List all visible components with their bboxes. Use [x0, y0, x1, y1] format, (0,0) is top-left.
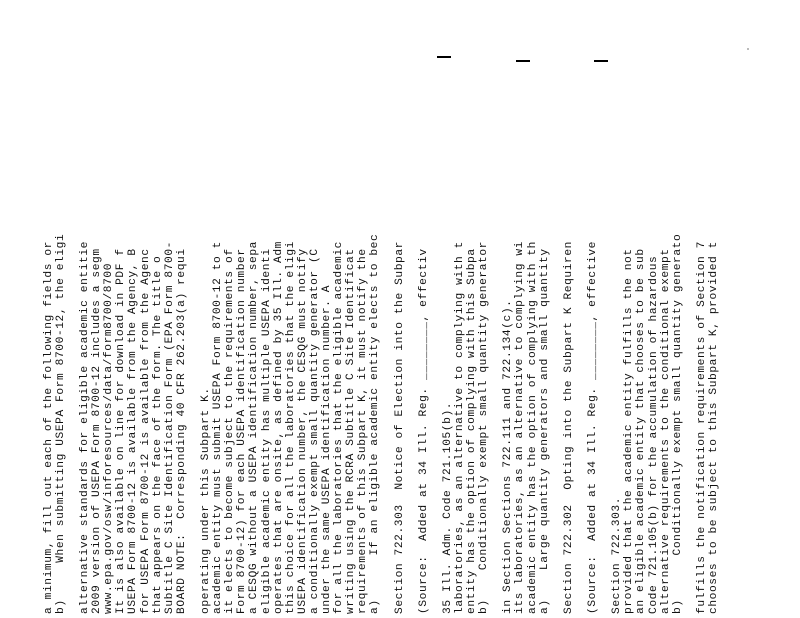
document-line: provided that the academic entity fulfills the not [623, 248, 636, 614]
blank-line [67, 14, 79, 614]
scan-speck [747, 48, 749, 50]
document-line: an eligible academic entity that chooses to be sub [635, 248, 648, 614]
page-mark-dash [516, 60, 530, 62]
document-line: Code 721.105(b) for the accumulation of hazardous [647, 255, 660, 614]
document-line: under the same USEPA identification number. A [320, 284, 333, 614]
document-line: that appears on the face of the form. The title o [151, 255, 164, 614]
document-line: Section 722.303. [611, 496, 624, 614]
document-line: academic entity has the option of complying with th [526, 241, 539, 614]
document-line: USEPA identification number, the CESQG must notify [296, 248, 309, 614]
page-mark-dash [437, 56, 451, 58]
document-line: Section 722.302 Opting into the Subpart K Requiren [562, 241, 575, 614]
document-line: in Section Sections 722.111 and 722.134(c). [502, 299, 515, 614]
blank-line [599, 14, 611, 614]
document-line: eligible academic entity has multiple USEPA identi [260, 248, 273, 614]
document-line: requirements of this Subpart K, it must notify the [357, 248, 370, 614]
document-line: a minimum, fill out each of the following fields or [42, 241, 55, 614]
document-line: b) Conditionally exempt small quantity generator [478, 241, 491, 614]
document-line: fulfills the notification requirements of Section 7 [695, 241, 708, 614]
document-line: this choice for all the laboratories that the eligi [284, 241, 297, 614]
blank-line [430, 14, 442, 614]
document-line: USEPA Form 8700-12 is available from the Agency, B [127, 248, 140, 614]
document-line: a) If an eligible academic entity elects to bec [369, 233, 382, 614]
page-mark-dash [594, 60, 608, 62]
document-line: Subtitle C Site Identification Form (EPA Form 8700- [163, 241, 176, 614]
blank-line [551, 14, 563, 614]
blank-line [381, 14, 393, 614]
document-line: It is also available on line for download in PDF f [115, 248, 128, 614]
document-line: www.epa.gov/osw/inforesources/data/form8700/8700 [103, 262, 116, 614]
document-line: (Source: Added at 34 Ill. Reg. ________, effectiv [417, 248, 430, 614]
blank-line [188, 14, 200, 614]
document-line: b) Conditionally exempt small quantity generato [671, 233, 684, 614]
document-line: alternative standards for eligible academic entitie [79, 241, 92, 614]
document-line: its laboratories, as an alternative to complying wi [514, 241, 527, 614]
document-line: for USEPA Form 8700-12 is available from the Agenc [139, 248, 152, 614]
document-line: Form 8700-12) for each USEPA identification number [236, 248, 249, 614]
blank-line [490, 14, 502, 614]
document-line: writing using the RCRA Subtitle C Site Identificat [345, 248, 358, 614]
document-line: b) When submitting USEPA Form 8700-12, the eligi [54, 233, 67, 614]
document-line: (Source: Added at 34 Ill. Reg. ________, effective [586, 241, 599, 614]
document-line: entity has the option of complying with this Subpa [466, 248, 479, 614]
blank-line [575, 14, 587, 614]
document-line: for all the laboratories that the eligible academic [333, 241, 345, 614]
document-line: operating under this Subpart K. [199, 387, 212, 614]
blank-line [406, 14, 418, 614]
blank-line [684, 14, 696, 614]
document-line: chooses to be subject to this Subpart K, provided t [707, 241, 720, 614]
document-line: a CESQG without a USEPA identification number, sepa [248, 241, 261, 614]
document-line: 35 Ill. Adm. Code 721.105(b). [441, 401, 454, 614]
document-line: it elects to become subject to the requirements of [224, 248, 237, 614]
rotated-text-block [42, 14, 720, 614]
document-line: a) Large quantity generators and small quantity [538, 248, 551, 614]
document-line: BOARD NOTE: Corresponding 40 CFR 262.203(a) requi [175, 248, 188, 614]
document-line: a conditionally exempt small quantity generator (C [308, 248, 321, 614]
document-line: academic entity must submit USEPA Form 8700-12 to t [212, 241, 225, 614]
document-line: laboratories, as an alternative to complying with t [453, 241, 466, 614]
document-line: operates that are onsite, as defined by 35 Ill. Adm [272, 241, 285, 614]
document-line: 2009 version of USEPA Form 8700-12 includes a segm [91, 248, 104, 614]
document-line: alternative requirements to the conditional exempt [659, 248, 672, 614]
document-line: Section 722.303 Notice of Election into the Subpar [393, 241, 406, 614]
